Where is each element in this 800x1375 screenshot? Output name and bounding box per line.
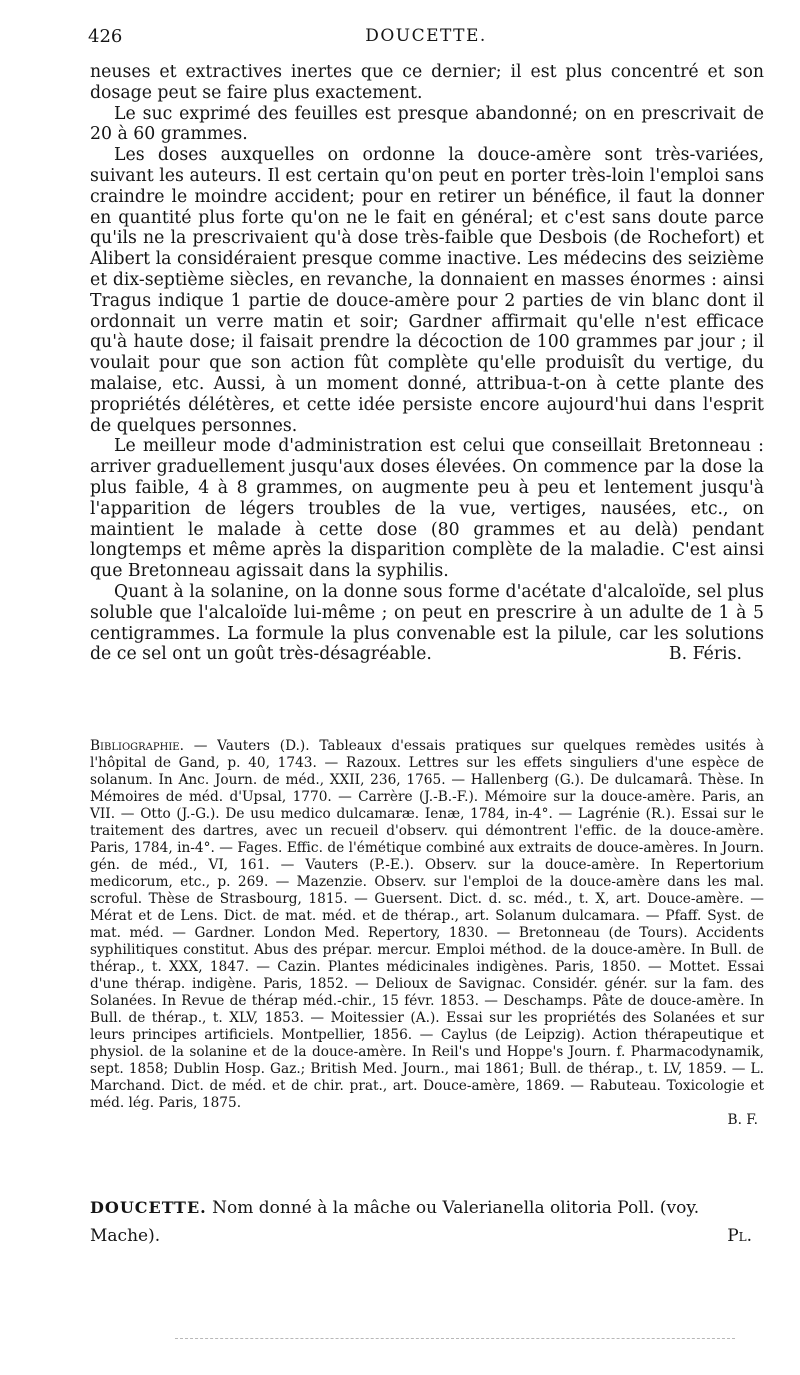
paragraph-3: Les doses auxquelles on ordonne la douce-amère sont très-variées, suivant les auteurs. Il est certain qu'on peut en porter très-loin l'emploi sans craindre le moindre accident; pour en retirer un bénéfice, il faut la donner en quantité plus forte qu'on ne le fait en général; et c'est sans doute parce qu'ils ne la prescrivaient qu'à dose très-faible que Desbois (de Rochefort) et Alibert la considéraient presque comme inactive. Les médecins des seizième et dix-septième siècles, en revanche, la donnaient en masses énormes : ainsi Tragus indique 1 partie de douce-amère pour 2 parties de vin blanc dont il ordonnait un verre matin et soir; Gardner affirmait qu'elle n'est efficace qu'à haute dose; il faisait prendre la décoction de 100 grammes par jour ; il voulait pour que son action fût complète qu'elle produisît du vertige, du malaise, etc. Aussi, à un moment donné, attribua-t-on à cette plante des propriétés délétères, et cette idée persiste encore aujourd'hui dans l'esprit de quelques personnes. [90,145,764,436]
author-signature: B. Féris. [668,644,742,665]
page-number: 426 [88,26,123,47]
entry-headword: DOUCETTE. [90,1198,207,1217]
bibliography-paragraph [90,738,764,1112]
main-text [90,62,764,665]
running-title: DOUCETTE. [365,26,487,46]
paragraph-5 [90,582,764,665]
footer-divider [175,1338,735,1339]
paragraph-1: neuses et extractives inertes que ce dernier; il est plus concentré et son dosage peut se faire plus exactement. [90,62,764,103]
bibliography [90,738,764,1129]
paragraph-5-text: Quant à la solanine, on la donne sous forme d'acétate d'alcaloïde, sel plus soluble que l'alcaloïde lui-même ; on peut en prescrire à un adulte de 1 à 5 centigrammes. La formule la plus convenable est la pilule, car les solutions de ce sel ont un goût très-désagréable. [90,581,764,665]
entry-signature: Pl. [727,1226,752,1246]
dictionary-entry [90,1194,764,1250]
bibliography-text: — Vauters (D.). Tableaux d'essais pratiques sur quelques remèdes usités à l'hôpital de Gand, p. 40, 1743. — Razoux. Lettres sur les effets singuliers d'une espèce de solanum. In Anc. Journ. de méd., XXII, 236, 1765. — Hallenberg (G.). De dulcamarâ. Thèse. In Mémoires de méd. d'Upsal, 1770. — Carrère (J.-B.-F.). Mémoire sur la douce-amère. Paris, an VII. — Otto (J.-G.). De usu medico dulcamaræ. Ienæ, 1784, in-4°. — Lagrénie (R.). Essai sur le traitement des dartres, avec un recueil d'observ. qui démontrent l'effic. de la douce-amère. Paris, 1784, in-4°. — Fages. Effic. de l'émétique combiné aux extraits de douce-amères. In Journ. gén. de méd., VI, 161. — Vauters (P.-E.). Observ. sur la douce-amère. In Repertorium medicorum, etc., p. 269. — Mazenzie. Observ. sur l'emploi de la douce-amère dans les mal. scroful. Thèse de Strasbourg, 1815. — Guersent. Dict. d. sc. méd., t. X, art. Douce-amère. — Mérat et de Lens. Dict. de mat. méd. et de thérap., art. Solanum dulcamara. — Pfaff. Syst. de mat. méd. — Gardner. London Med. Repertory, 1830. — Bretonneau (de Tours). Accidents syphilitiques constitut. Abus des prépar. mercur. Emploi méthod. de la douce-amère. In Bull. de thérap., t. XXX, 1847. — Cazin. Plantes médicinales indigènes. Paris, 1850. — Mottet. Essai d'une thérap. indigène. Paris, 1852. — Delioux de Savignac. Considér. génér. sur la fam. des Solanées. In Revue de thérap méd.-chir., 15 févr. 1853. — Deschamps. Pâte de douce-amère. In Bull. de thérap., t. XLV, 1853. — Moitessier (A.). Essai sur les propriétés des Solanées et sur leurs principes artificiels. Montpellier, 1856. — Caylus (de Leipzig). Action thérapeutique et physiol. de la solanine et de la douce-amère. In Reil's und Hoppe's Journ. f. Pharmacodynamik, sept. 1858; Dublin Hosp. Gaz.; British Med. Journ., mai 1861; Bull. de thérap., t. LV, 1859. — L. Marchand. Dict. de méd. et de chir. prat., art. Douce-amère, 1869. — Rabuteau. Toxicologie et méd. lég. Paris, 1875. [90,738,764,1111]
entry-text: Nom donné à la mâche ou Valerianella olitoria Poll. (voy. Mache). [90,1198,700,1246]
page-header [88,26,764,52]
entry-paragraph [90,1194,764,1250]
paragraph-4: Le meilleur mode d'administration est celui que conseillait Bretonneau : arriver graduellement jusqu'aux doses élevées. On commence par la dose la plus faible, 4 à 8 grammes, on augmente peu à peu et lentement jusqu'à l'apparition de légers troubles de la vue, vertiges, nausées, etc., on maintient le malade à cette dose (80 grammes et au delà) pendant longtemps et même après la disparition complète de la maladie. C'est ainsi que Bretonneau agissait dans la syphilis. [90,436,764,582]
paragraph-2: Le suc exprimé des feuilles est presque abandonné; on en prescrivait de 20 à 60 grammes. [90,103,764,145]
bibliography-label: Bibliographie. [90,738,184,754]
bibliography-signature: B. F. [727,1112,758,1128]
